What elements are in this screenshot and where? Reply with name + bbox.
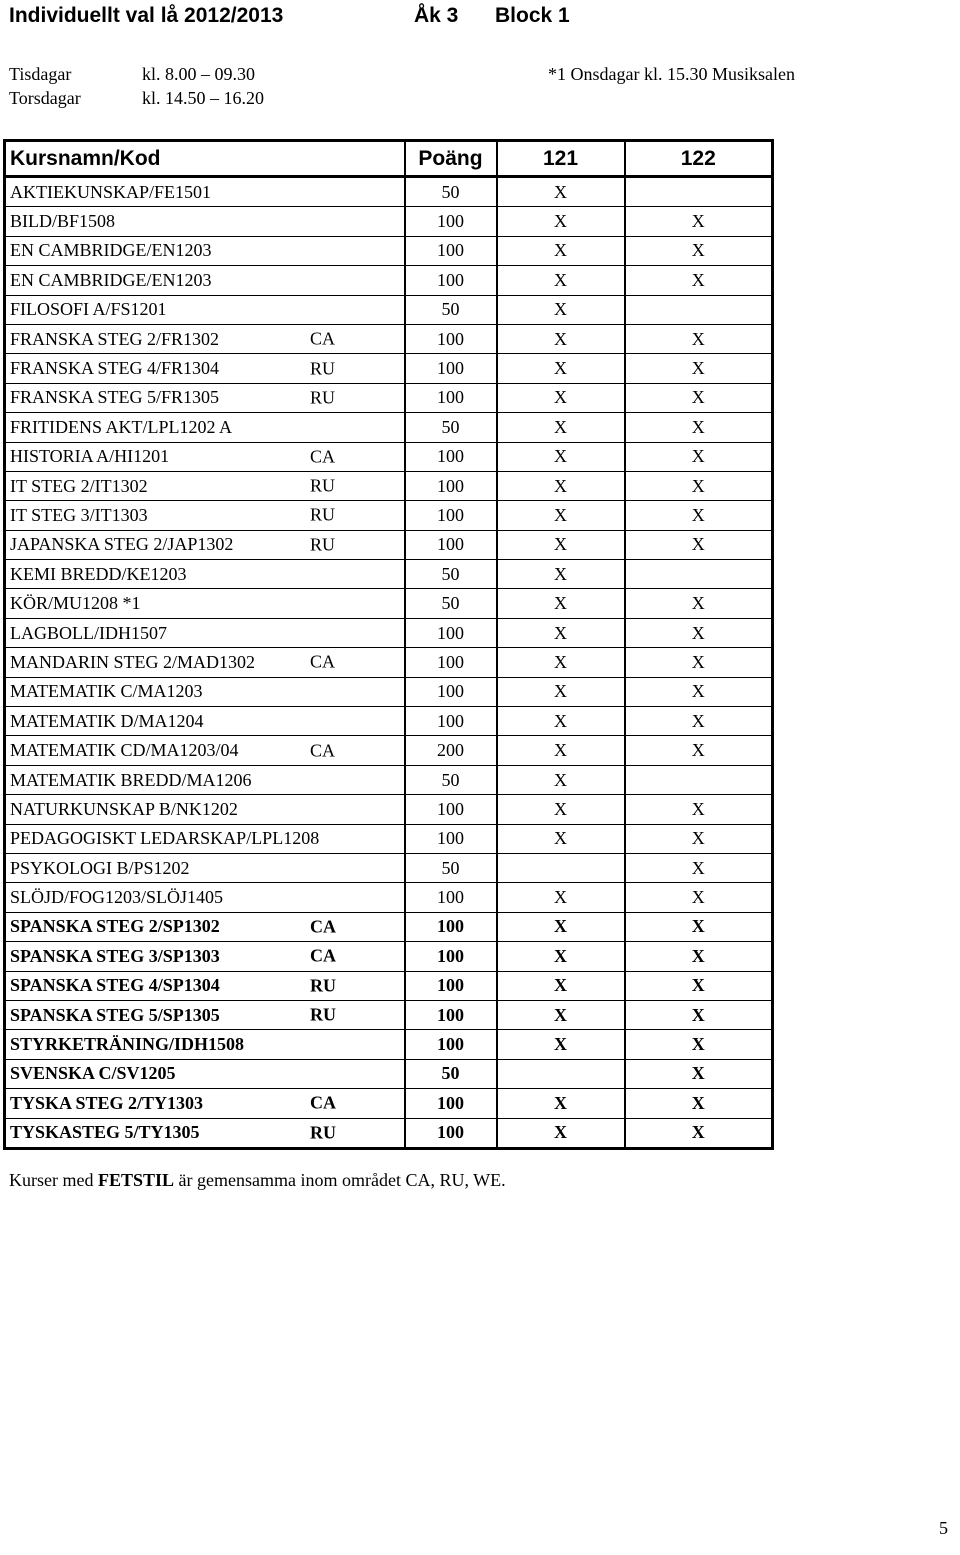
table-row	[5, 1118, 773, 1148]
course-table	[3, 139, 774, 1150]
footnote-bold-word: FETSTIL	[97, 1170, 175, 1190]
schedule-time: kl. 14.50 – 16.20	[142, 88, 265, 108]
area-tag: RU	[310, 534, 336, 555]
table-row	[5, 413, 773, 442]
points-cell: 100	[405, 236, 497, 265]
points-cell: 100	[405, 1030, 497, 1059]
course-name: EN CAMBRIDGE/EN1203	[10, 240, 212, 261]
points-cell: 50	[405, 853, 497, 882]
block-121-cell: X	[497, 883, 625, 912]
schedule-time: kl. 8.00 – 09.30	[142, 64, 256, 84]
points-cell: 100	[405, 442, 497, 471]
footnote	[9, 1170, 506, 1191]
course-name: NATURKUNSKAP B/NK1202	[10, 798, 238, 819]
area-tag: RU	[310, 1122, 336, 1143]
block-122-cell: X	[625, 648, 773, 677]
table-row	[5, 707, 773, 736]
points-cell: 100	[405, 501, 497, 530]
points-cell: 100	[405, 795, 497, 824]
footnote-suffix: är gemensamma inom området CA, RU, WE.	[174, 1170, 506, 1190]
block-121-cell: X	[497, 354, 625, 383]
block-121-cell: X	[497, 295, 625, 324]
area-tag: RU	[310, 475, 336, 496]
course-name-cell	[5, 853, 405, 882]
block-121-cell: X	[497, 442, 625, 471]
footnote-prefix: Kurser med	[9, 1170, 98, 1190]
points-cell: 100	[405, 530, 497, 559]
block-121-cell: X	[497, 324, 625, 353]
course-name: PEDAGOGISKT LEDARSKAP/LPL1208	[10, 828, 320, 849]
block-122-cell: X	[625, 618, 773, 647]
table-row	[5, 589, 773, 618]
points-cell: 100	[405, 618, 497, 647]
points-cell: 100	[405, 971, 497, 1000]
course-name: MATEMATIK C/MA1203	[10, 681, 203, 702]
table-row	[5, 795, 773, 824]
column-header-122: 122	[625, 141, 773, 177]
area-tag: CA	[310, 651, 336, 672]
block-122-cell: X	[625, 824, 773, 853]
area-tag: RU	[310, 975, 336, 996]
points-cell: 50	[405, 177, 497, 207]
course-name-cell	[5, 1089, 405, 1118]
table-row	[5, 207, 773, 236]
points-cell: 100	[405, 883, 497, 912]
block-122-cell	[625, 560, 773, 589]
block-122-cell: X	[625, 354, 773, 383]
block-121-cell: X	[497, 765, 625, 794]
course-name-cell	[5, 236, 405, 265]
table-row	[5, 1059, 773, 1088]
block-122-cell: X	[625, 207, 773, 236]
course-name: TYSKA STEG 2/TY1303	[10, 1092, 204, 1113]
block-121-cell: X	[497, 413, 625, 442]
course-name-cell	[5, 266, 405, 295]
course-name: FRITIDENS AKT/LPL1202 A	[10, 416, 233, 437]
table-row	[5, 383, 773, 412]
points-cell: 100	[405, 707, 497, 736]
table-row	[5, 236, 773, 265]
block-121-cell: X	[497, 383, 625, 412]
course-name: IT STEG 2/IT1302	[10, 475, 148, 496]
year-label: Åk 3	[414, 4, 459, 27]
points-cell: 50	[405, 765, 497, 794]
course-name: SPANSKA STEG 5/SP1305	[10, 1004, 220, 1025]
course-name: FRANSKA STEG 5/FR1305	[10, 387, 220, 408]
table-row	[5, 560, 773, 589]
block-121-cell: X	[497, 677, 625, 706]
block-121-cell: X	[497, 618, 625, 647]
table-row	[5, 677, 773, 706]
table-row	[5, 942, 773, 971]
course-name-cell	[5, 295, 405, 324]
points-cell: 100	[405, 1089, 497, 1118]
column-header-121: 121	[497, 141, 625, 177]
area-tag: CA	[310, 945, 336, 966]
course-name: TYSKASTEG 5/TY1305	[10, 1122, 200, 1143]
course-name: FILOSOFI A/FS1201	[10, 299, 167, 320]
course-name-cell	[5, 413, 405, 442]
table-row	[5, 883, 773, 912]
block-121-cell: X	[497, 707, 625, 736]
block-122-cell: X	[625, 971, 773, 1000]
block-122-cell: X	[625, 736, 773, 765]
block-121-cell: X	[497, 1000, 625, 1029]
block-122-cell	[625, 765, 773, 794]
points-cell: 50	[405, 413, 497, 442]
points-cell: 100	[405, 942, 497, 971]
points-cell: 100	[405, 354, 497, 383]
course-name: STYRKETRÄNING/IDH1508	[10, 1034, 245, 1055]
course-name-cell	[5, 207, 405, 236]
points-cell: 50	[405, 1059, 497, 1088]
course-name-cell	[5, 1059, 405, 1088]
course-name-cell	[5, 942, 405, 971]
block-122-cell: X	[625, 853, 773, 882]
course-name: KÖR/MU1208 *1	[10, 593, 141, 614]
table-row	[5, 295, 773, 324]
table-row	[5, 442, 773, 471]
table-row	[5, 530, 773, 559]
block-122-cell	[625, 177, 773, 207]
block-121-cell: X	[497, 942, 625, 971]
course-name: PSYKOLOGI B/PS1202	[10, 857, 190, 878]
block-122-cell: X	[625, 530, 773, 559]
course-name: FRANSKA STEG 4/FR1304	[10, 358, 220, 379]
course-name: JAPANSKA STEG 2/JAP1302	[10, 534, 234, 555]
block-label: Block 1	[495, 4, 570, 27]
course-name-cell	[5, 383, 405, 412]
course-name: MATEMATIK CD/MA1203/04	[10, 740, 239, 761]
course-name: KEMI BREDD/KE1203	[10, 563, 187, 584]
points-cell: 100	[405, 471, 497, 500]
course-name-cell	[5, 648, 405, 677]
table-row	[5, 1089, 773, 1118]
course-name: HISTORIA A/HI1201	[10, 446, 170, 467]
block-121-cell: X	[497, 736, 625, 765]
column-header-course: Kursnamn/Kod	[5, 141, 405, 177]
course-name: SPANSKA STEG 3/SP1303	[10, 945, 220, 966]
points-cell: 50	[405, 589, 497, 618]
table-row	[5, 1000, 773, 1029]
points-cell: 100	[405, 266, 497, 295]
points-cell: 100	[405, 648, 497, 677]
course-name-cell	[5, 471, 405, 500]
course-name: SVENSKA C/SV1205	[10, 1063, 176, 1084]
course-name-cell	[5, 912, 405, 941]
block-122-cell: X	[625, 413, 773, 442]
block-121-cell: X	[497, 589, 625, 618]
course-name-cell	[5, 442, 405, 471]
block-122-cell: X	[625, 942, 773, 971]
course-name-cell	[5, 618, 405, 647]
course-name-cell	[5, 677, 405, 706]
area-tag: RU	[310, 1004, 336, 1025]
block-121-cell: X	[497, 971, 625, 1000]
block-121-cell: X	[497, 501, 625, 530]
block-121-cell: X	[497, 1118, 625, 1148]
table-row	[5, 853, 773, 882]
course-name-cell	[5, 1118, 405, 1148]
table-row	[5, 971, 773, 1000]
area-tag: CA	[310, 328, 336, 349]
block-122-cell: X	[625, 883, 773, 912]
course-name: SPANSKA STEG 2/SP1302	[10, 916, 220, 937]
table-row	[5, 824, 773, 853]
course-name: MATEMATIK BREDD/MA1206	[10, 769, 252, 790]
block-122-cell: X	[625, 501, 773, 530]
block-121-cell: X	[497, 648, 625, 677]
block-122-cell: X	[625, 1000, 773, 1029]
block-121-cell: X	[497, 1030, 625, 1059]
area-tag: RU	[310, 387, 336, 408]
table-row	[5, 736, 773, 765]
course-name: MANDARIN STEG 2/MAD1302	[10, 651, 256, 672]
block-122-cell: X	[625, 1030, 773, 1059]
block-121-cell: X	[497, 266, 625, 295]
area-tag: CA	[310, 1092, 336, 1113]
points-cell: 50	[405, 560, 497, 589]
course-name-cell	[5, 971, 405, 1000]
area-tag: RU	[310, 358, 336, 379]
block-121-cell	[497, 1059, 625, 1088]
course-name: MATEMATIK D/MA1204	[10, 710, 204, 731]
table-row	[5, 177, 773, 207]
block-122-cell: X	[625, 912, 773, 941]
block-121-cell: X	[497, 824, 625, 853]
points-cell: 100	[405, 1000, 497, 1029]
block-122-cell: X	[625, 442, 773, 471]
area-tag: CA	[310, 740, 336, 761]
course-name-cell	[5, 530, 405, 559]
course-name: SLÖJD/FOG1203/SLÖJ1405	[10, 887, 224, 908]
course-name-cell	[5, 1030, 405, 1059]
course-name: IT STEG 3/IT1303	[10, 504, 148, 525]
block-121-cell: X	[497, 177, 625, 207]
block-122-cell: X	[625, 707, 773, 736]
course-name: LAGBOLL/IDH1507	[10, 622, 167, 643]
course-name-cell	[5, 1000, 405, 1029]
table-row	[5, 1030, 773, 1059]
block-122-cell: X	[625, 236, 773, 265]
course-name-cell	[5, 795, 405, 824]
table-row	[5, 765, 773, 794]
block-122-cell: X	[625, 383, 773, 412]
block-122-cell: X	[625, 471, 773, 500]
area-tag: RU	[310, 504, 336, 525]
course-name-cell	[5, 560, 405, 589]
block-121-cell	[497, 853, 625, 882]
schedule-day: Torsdagar	[9, 88, 81, 108]
points-cell: 200	[405, 736, 497, 765]
block-122-cell: X	[625, 1089, 773, 1118]
schedule-day: Tisdagar	[9, 64, 72, 84]
table-row	[5, 501, 773, 530]
page-number: 5	[939, 1518, 948, 1538]
block-122-cell: X	[625, 1118, 773, 1148]
course-name-cell	[5, 501, 405, 530]
block-122-cell: X	[625, 1059, 773, 1088]
course-table-body	[5, 177, 773, 1149]
block-122-cell: X	[625, 677, 773, 706]
points-cell: 100	[405, 383, 497, 412]
course-name-cell	[5, 324, 405, 353]
column-header-points: Poäng	[405, 141, 497, 177]
block-121-cell: X	[497, 1089, 625, 1118]
course-name: AKTIEKUNSKAP/FE1501	[10, 181, 212, 202]
table-row	[5, 648, 773, 677]
area-tag: CA	[310, 916, 336, 937]
course-name: FRANSKA STEG 2/FR1302	[10, 328, 220, 349]
block-121-cell: X	[497, 530, 625, 559]
course-name: BILD/BF1508	[10, 211, 116, 232]
block-121-cell: X	[497, 560, 625, 589]
block-122-cell: X	[625, 324, 773, 353]
block-121-cell: X	[497, 207, 625, 236]
block-122-cell: X	[625, 589, 773, 618]
table-row	[5, 266, 773, 295]
course-name-cell	[5, 824, 405, 853]
course-name-cell	[5, 765, 405, 794]
block-122-cell: X	[625, 795, 773, 824]
course-name-cell	[5, 177, 405, 207]
block-122-cell: X	[625, 266, 773, 295]
points-cell: 100	[405, 912, 497, 941]
table-row	[5, 324, 773, 353]
course-name-cell	[5, 736, 405, 765]
table-header-row	[5, 141, 773, 177]
course-name: EN CAMBRIDGE/EN1203	[10, 269, 212, 290]
area-tag: CA	[310, 446, 336, 467]
block-121-cell: X	[497, 236, 625, 265]
table-row	[5, 354, 773, 383]
course-name-cell	[5, 589, 405, 618]
points-cell: 50	[405, 295, 497, 324]
course-name: SPANSKA STEG 4/SP1304	[10, 975, 220, 996]
document-title: Individuellt val lå 2012/2013	[9, 4, 284, 27]
course-name-cell	[5, 883, 405, 912]
block-122-cell	[625, 295, 773, 324]
table-row	[5, 471, 773, 500]
points-cell: 100	[405, 677, 497, 706]
course-name-cell	[5, 354, 405, 383]
course-name-cell	[5, 707, 405, 736]
points-cell: 100	[405, 324, 497, 353]
points-cell: 100	[405, 207, 497, 236]
block-121-cell: X	[497, 795, 625, 824]
block-121-cell: X	[497, 471, 625, 500]
points-cell: 100	[405, 824, 497, 853]
footnote-marker-note: *1 Onsdagar kl. 15.30 Musiksalen	[548, 64, 795, 84]
table-row	[5, 912, 773, 941]
block-121-cell: X	[497, 912, 625, 941]
points-cell: 100	[405, 1118, 497, 1148]
table-row	[5, 618, 773, 647]
